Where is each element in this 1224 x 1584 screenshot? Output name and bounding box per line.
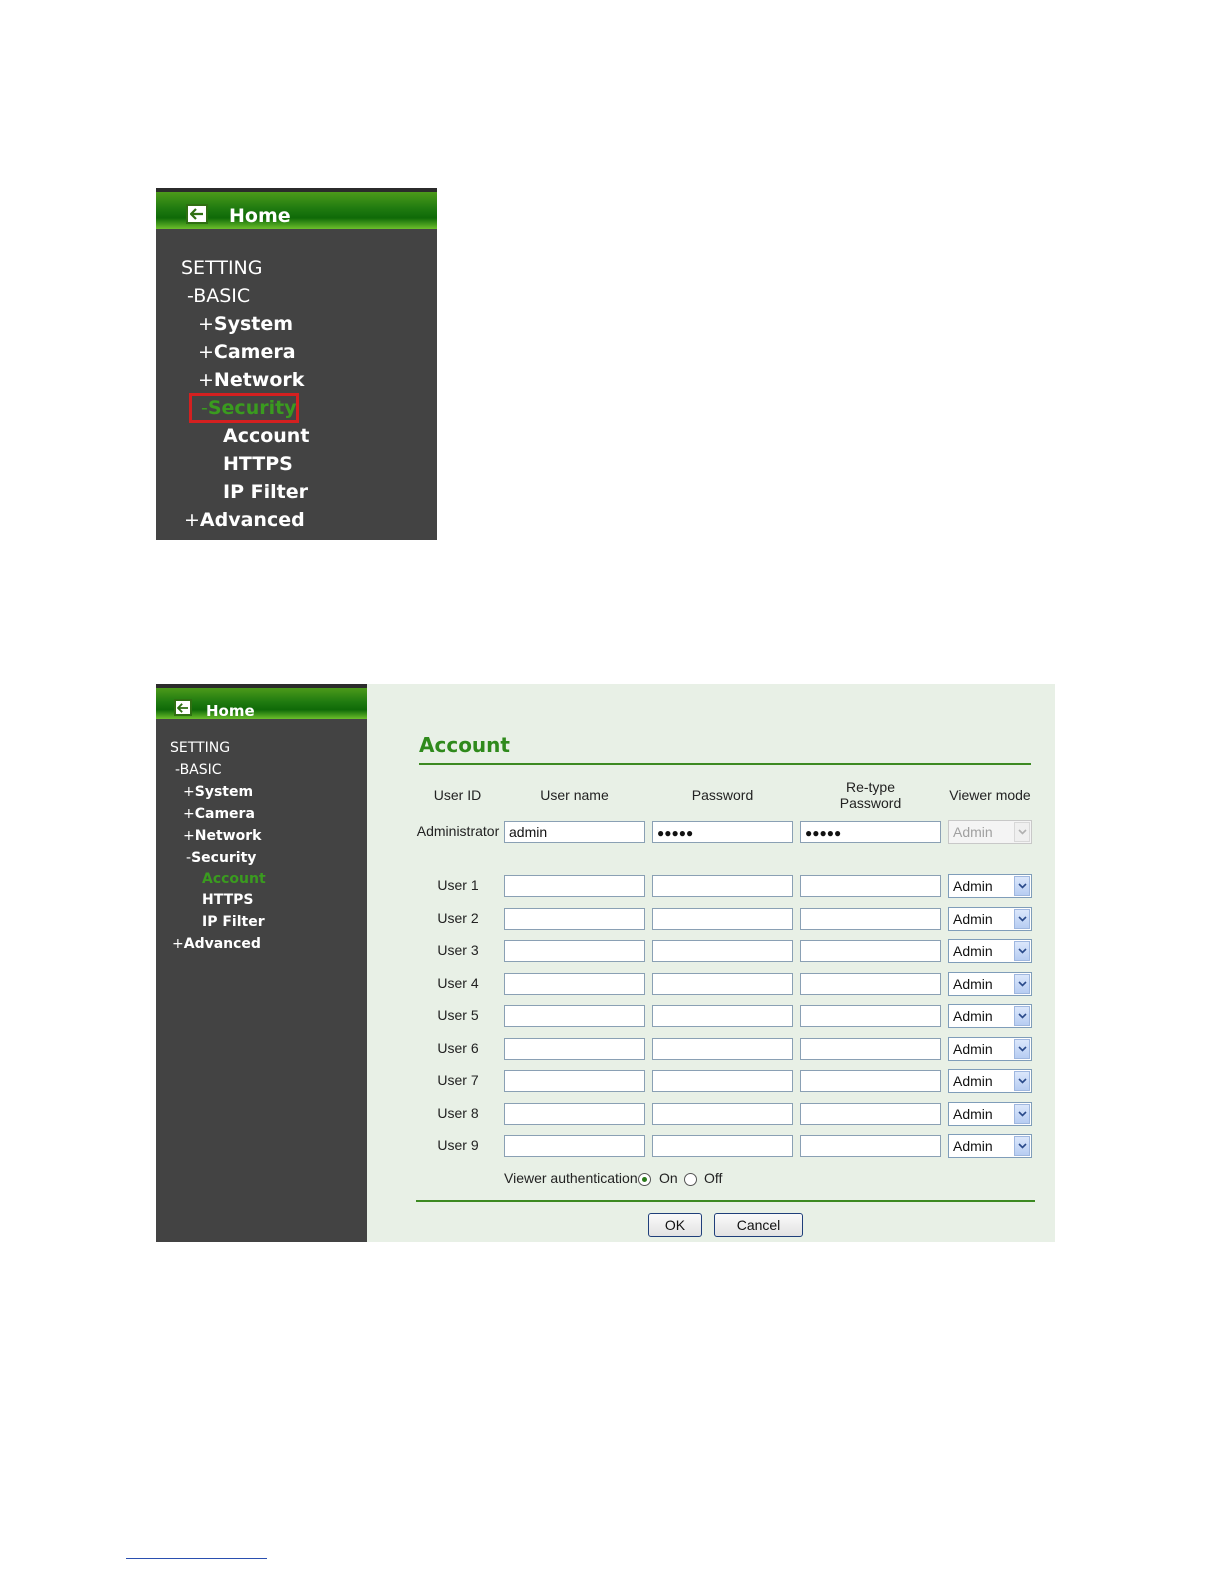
- user-username-field[interactable]: [504, 1070, 645, 1092]
- account-panel: [367, 684, 1055, 1242]
- user-row-label: User 5: [437, 1007, 479, 1023]
- user-retype-password-field[interactable]: [800, 940, 941, 962]
- nav-camera[interactable]: +Camera: [183, 806, 255, 822]
- viewer-auth-on-radio[interactable]: [638, 1173, 651, 1186]
- user-row-label: User 2: [437, 910, 479, 926]
- user-retype-password-field[interactable]: [800, 1135, 941, 1157]
- user-username-field[interactable]: [504, 1135, 645, 1157]
- account-page-screenshot: [156, 684, 1055, 1242]
- home-bar[interactable]: [156, 188, 437, 229]
- viewer-auth-label: Viewer authentication: [504, 1170, 638, 1186]
- home-link[interactable]: Home: [229, 205, 291, 227]
- page-title: Account: [419, 733, 510, 757]
- chevron-down-icon[interactable]: [1014, 876, 1030, 896]
- nav-basic[interactable]: -BASIC: [175, 762, 222, 778]
- admin-viewer-mode-select: Admin: [948, 820, 1032, 844]
- user-password-field[interactable]: [652, 875, 793, 897]
- footnote-separator: [126, 1558, 267, 1559]
- user-username-field[interactable]: [504, 875, 645, 897]
- admin-retype-password-field[interactable]: ●●●●●: [800, 821, 941, 843]
- nav-basic[interactable]: -BASIC: [187, 285, 251, 307]
- user-row-label: User 6: [437, 1040, 479, 1056]
- user-retype-password-field[interactable]: [800, 973, 941, 995]
- admin-password-field[interactable]: ●●●●●: [652, 821, 793, 843]
- nav-camera[interactable]: +Camera: [198, 341, 296, 363]
- user-retype-password-field[interactable]: [800, 1038, 941, 1060]
- chevron-down-icon[interactable]: [1014, 1104, 1030, 1124]
- user-viewer-mode-select[interactable]: Admin: [948, 1134, 1032, 1158]
- bottom-divider: [416, 1200, 1035, 1202]
- user-username-field[interactable]: [504, 1038, 645, 1060]
- user-viewer-mode-select[interactable]: Admin: [948, 972, 1032, 996]
- col-user-id: User ID: [433, 787, 482, 803]
- ok-button[interactable]: OK: [648, 1213, 702, 1237]
- chevron-down-icon[interactable]: [1014, 941, 1030, 961]
- user-viewer-mode-select[interactable]: Admin: [948, 1069, 1032, 1093]
- nav-network[interactable]: +Network: [198, 369, 305, 391]
- nav-advanced[interactable]: +Advanced: [184, 509, 305, 531]
- back-arrow-icon[interactable]: [186, 204, 208, 224]
- user-password-field[interactable]: [652, 1103, 793, 1125]
- user-username-field[interactable]: [504, 973, 645, 995]
- nav-system[interactable]: +System: [183, 784, 254, 800]
- user-retype-password-field[interactable]: [800, 1070, 941, 1092]
- user-password-field[interactable]: [652, 973, 793, 995]
- nav-ip-filter[interactable]: IP Filter: [223, 481, 308, 503]
- nav-security[interactable]: -Security: [186, 850, 257, 866]
- user-viewer-mode-select[interactable]: Admin: [948, 874, 1032, 898]
- user-retype-password-field[interactable]: [800, 908, 941, 930]
- user-row-label: User 9: [437, 1137, 479, 1153]
- user-password-field[interactable]: [652, 1135, 793, 1157]
- viewer-auth-off-label: Off: [704, 1170, 723, 1186]
- nav-advanced[interactable]: +Advanced: [172, 936, 261, 952]
- home-link[interactable]: Home: [206, 702, 255, 720]
- nav-setting: SETTING: [181, 257, 263, 279]
- sidebar-small: [156, 684, 367, 1242]
- user-row-label: User 1: [437, 877, 479, 893]
- home-bar[interactable]: [156, 684, 367, 719]
- nav-https[interactable]: HTTPS: [223, 453, 293, 475]
- viewer-auth-on-label: On: [659, 1170, 678, 1186]
- user-password-field[interactable]: [652, 940, 793, 962]
- user-retype-password-field[interactable]: [800, 1103, 941, 1125]
- user-row-label: User 4: [437, 975, 479, 991]
- sidebar-large: [156, 188, 437, 540]
- chevron-down-icon[interactable]: [1014, 909, 1030, 929]
- user-viewer-mode-select[interactable]: Admin: [948, 1037, 1032, 1061]
- chevron-down-icon[interactable]: [1014, 1071, 1030, 1091]
- user-password-field[interactable]: [652, 1070, 793, 1092]
- cancel-button[interactable]: Cancel: [714, 1213, 803, 1237]
- nav-network[interactable]: +Network: [183, 828, 262, 844]
- user-retype-password-field[interactable]: [800, 875, 941, 897]
- nav-account[interactable]: Account: [202, 871, 266, 887]
- viewer-auth-off-radio[interactable]: [684, 1173, 697, 1186]
- admin-label: Administrator: [416, 823, 500, 839]
- chevron-down-icon[interactable]: [1014, 1006, 1030, 1026]
- user-viewer-mode-select[interactable]: Admin: [948, 1102, 1032, 1126]
- col-viewer-mode: Viewer mode: [949, 787, 1031, 803]
- chevron-down-icon[interactable]: [1014, 1039, 1030, 1059]
- chevron-down-icon[interactable]: [1014, 974, 1030, 994]
- nav-security[interactable]: -Security: [201, 397, 297, 419]
- user-username-field[interactable]: [504, 1005, 645, 1027]
- user-retype-password-field[interactable]: [800, 1005, 941, 1027]
- nav-account[interactable]: Account: [223, 425, 310, 447]
- col-retype-password: Re-type Password: [839, 779, 902, 811]
- user-row-label: User 8: [437, 1105, 479, 1121]
- title-divider: [419, 763, 1031, 765]
- user-password-field[interactable]: [652, 908, 793, 930]
- user-viewer-mode-select[interactable]: Admin: [948, 939, 1032, 963]
- user-viewer-mode-select[interactable]: Admin: [948, 1004, 1032, 1028]
- nav-setting: SETTING: [170, 740, 231, 756]
- user-row-label: User 7: [437, 1072, 479, 1088]
- nav-https[interactable]: HTTPS: [202, 892, 254, 908]
- col-password: Password: [691, 787, 754, 803]
- user-viewer-mode-select[interactable]: Admin: [948, 907, 1032, 931]
- chevron-down-icon[interactable]: [1014, 1136, 1030, 1156]
- user-row-label: User 3: [437, 942, 479, 958]
- nav-ip-filter[interactable]: IP Filter: [202, 914, 265, 930]
- security-highlight-box: [189, 393, 299, 423]
- user-password-field[interactable]: [652, 1038, 793, 1060]
- back-arrow-icon[interactable]: [174, 699, 192, 716]
- user-username-field[interactable]: [504, 1103, 645, 1125]
- user-username-field[interactable]: [504, 940, 645, 962]
- user-password-field[interactable]: [652, 1005, 793, 1027]
- admin-username-field[interactable]: admin: [504, 821, 645, 843]
- nav-system[interactable]: +System: [198, 313, 294, 335]
- col-user-name: User name: [540, 787, 609, 803]
- user-username-field[interactable]: [504, 908, 645, 930]
- chevron-down-icon: [1014, 822, 1030, 842]
